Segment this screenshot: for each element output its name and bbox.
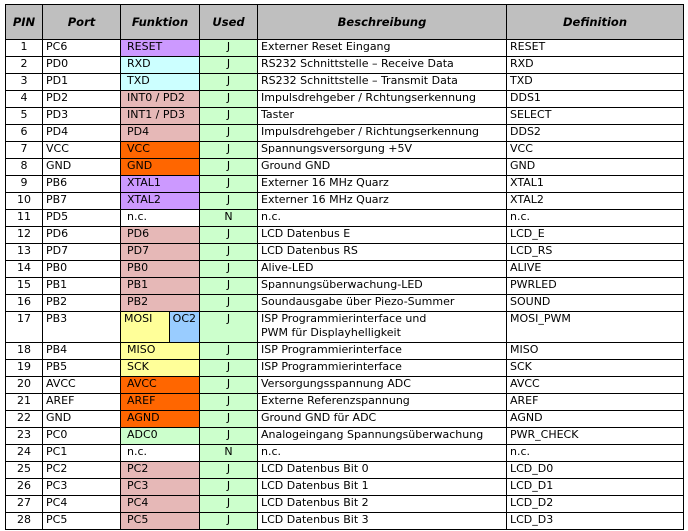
beschreibung-cell bbox=[258, 312, 507, 343]
beschreibung-cell bbox=[258, 295, 507, 312]
definition-cell: n.c. bbox=[507, 210, 684, 227]
funktion-cell bbox=[121, 57, 200, 74]
definition-cell: TXD bbox=[507, 74, 684, 91]
funktion-label: AREF bbox=[127, 394, 156, 407]
beschreibung-cell bbox=[258, 193, 507, 210]
table-row bbox=[6, 125, 684, 142]
funktion-cell bbox=[121, 142, 200, 159]
definition-cell: XTAL2 bbox=[507, 193, 684, 210]
funktion-cell bbox=[121, 428, 200, 445]
funktion-cell bbox=[121, 159, 200, 176]
pin-cell: 14 bbox=[6, 261, 43, 278]
port-cell: PC5 bbox=[43, 513, 121, 530]
header-port: Port bbox=[43, 5, 121, 40]
beschreibung-cell bbox=[258, 261, 507, 278]
pin-cell: 22 bbox=[6, 411, 43, 428]
funktion-cell bbox=[121, 278, 200, 295]
table-row bbox=[6, 108, 684, 125]
used-cell: J bbox=[200, 295, 258, 312]
funktion-cell bbox=[121, 462, 200, 479]
beschreibung-cell bbox=[258, 142, 507, 159]
pin-cell: 12 bbox=[6, 227, 43, 244]
funktion-cell bbox=[121, 210, 200, 227]
beschreibung-cell bbox=[258, 360, 507, 377]
funktion-cell bbox=[121, 445, 200, 462]
beschreibung-line: LCD Datenbus Bit 3 bbox=[261, 513, 369, 526]
port-cell: GND bbox=[43, 159, 121, 176]
pin-cell: 20 bbox=[6, 377, 43, 394]
beschreibung-cell bbox=[258, 513, 507, 530]
used-cell: J bbox=[200, 176, 258, 193]
beschreibung-line-2: PWM für Displayhelligkeit bbox=[261, 326, 401, 339]
beschreibung-line: LCD Datenbus Bit 2 bbox=[261, 496, 369, 509]
definition-cell: PWR_CHECK bbox=[507, 428, 684, 445]
beschreibung-cell bbox=[258, 40, 507, 57]
beschreibung-line: ISP Programmierinterface bbox=[261, 343, 402, 356]
port-cell: PC3 bbox=[43, 479, 121, 496]
funktion-cell bbox=[121, 377, 200, 394]
beschreibung-line: LCD Datenbus RS bbox=[261, 244, 358, 257]
port-cell: PB3 bbox=[43, 312, 121, 343]
beschreibung-line: Soundausgabe über Piezo-Summer bbox=[261, 295, 455, 308]
header-used: Used bbox=[200, 5, 258, 40]
port-cell: PD2 bbox=[43, 91, 121, 108]
beschreibung-line: Spannungsversorgung +5V bbox=[261, 142, 413, 155]
table-row bbox=[6, 176, 684, 193]
port-cell: PD1 bbox=[43, 74, 121, 91]
port-cell: PD4 bbox=[43, 125, 121, 142]
beschreibung-line: Ground GND für ADC bbox=[261, 411, 377, 424]
port-cell: PD5 bbox=[43, 210, 121, 227]
used-cell: J bbox=[200, 142, 258, 159]
table-row bbox=[6, 40, 684, 57]
port-cell: PC0 bbox=[43, 428, 121, 445]
port-cell: PD3 bbox=[43, 108, 121, 125]
pin-cell: 3 bbox=[6, 74, 43, 91]
beschreibung-cell bbox=[258, 428, 507, 445]
funktion-cell bbox=[121, 360, 200, 377]
beschreibung-line: Alive-LED bbox=[261, 261, 314, 274]
funktion-label: n.c. bbox=[127, 445, 148, 458]
table-row bbox=[6, 445, 684, 462]
definition-cell: n.c. bbox=[507, 445, 684, 462]
table-row bbox=[6, 428, 684, 445]
port-cell: PD7 bbox=[43, 244, 121, 261]
used-cell: J bbox=[200, 278, 258, 295]
beschreibung-cell bbox=[258, 278, 507, 295]
funktion-label: PB2 bbox=[127, 295, 149, 308]
beschreibung-cell bbox=[258, 394, 507, 411]
pin-cell: 21 bbox=[6, 394, 43, 411]
header-funktion: Funktion bbox=[121, 5, 200, 40]
funktion-cell bbox=[121, 227, 200, 244]
definition-cell: LCD_D2 bbox=[507, 496, 684, 513]
port-cell: VCC bbox=[43, 142, 121, 159]
port-cell: PB7 bbox=[43, 193, 121, 210]
beschreibung-line: Externer Reset Eingang bbox=[261, 40, 391, 53]
definition-cell: MOSI_PWM bbox=[507, 312, 684, 343]
beschreibung-cell bbox=[258, 74, 507, 91]
table-row bbox=[6, 377, 684, 394]
used-cell: J bbox=[200, 411, 258, 428]
pin-cell: 19 bbox=[6, 360, 43, 377]
beschreibung-line: Externer 16 MHz Quarz bbox=[261, 176, 389, 189]
beschreibung-cell bbox=[258, 244, 507, 261]
definition-cell: ALIVE bbox=[507, 261, 684, 278]
used-cell: J bbox=[200, 74, 258, 91]
beschreibung-line: Ground GND bbox=[261, 159, 331, 172]
definition-cell: LCD_RS bbox=[507, 244, 684, 261]
used-cell: J bbox=[200, 57, 258, 74]
funktion-cell bbox=[121, 176, 200, 193]
definition-cell: XTAL1 bbox=[507, 176, 684, 193]
definition-cell: SELECT bbox=[507, 108, 684, 125]
beschreibung-line: Taster bbox=[261, 108, 294, 121]
used-cell: J bbox=[200, 312, 258, 343]
beschreibung-cell bbox=[258, 91, 507, 108]
beschreibung-line: LCD Datenbus Bit 1 bbox=[261, 479, 369, 492]
pin-cell: 27 bbox=[6, 496, 43, 513]
port-cell: AREF bbox=[43, 394, 121, 411]
pin-cell: 17 bbox=[6, 312, 43, 343]
beschreibung-line: RS232 Schnittstelle – Transmit Data bbox=[261, 74, 458, 87]
beschreibung-cell bbox=[258, 479, 507, 496]
definition-cell: RXD bbox=[507, 57, 684, 74]
beschreibung-line: RS232 Schnittstelle – Receive Data bbox=[261, 57, 454, 70]
used-cell: N bbox=[200, 210, 258, 227]
definition-cell: GND bbox=[507, 159, 684, 176]
table-row bbox=[6, 159, 684, 176]
table-row bbox=[6, 57, 684, 74]
pin-cell: 9 bbox=[6, 176, 43, 193]
pin-cell: 16 bbox=[6, 295, 43, 312]
beschreibung-cell bbox=[258, 57, 507, 74]
used-cell: J bbox=[200, 360, 258, 377]
table-row bbox=[6, 295, 684, 312]
funktion-cell bbox=[121, 394, 200, 411]
definition-cell: PWRLED bbox=[507, 278, 684, 295]
header-pin: PIN bbox=[6, 5, 43, 40]
used-cell: J bbox=[200, 159, 258, 176]
beschreibung-line: LCD Datenbus E bbox=[261, 227, 351, 240]
table-row bbox=[6, 278, 684, 295]
funktion-cell bbox=[121, 244, 200, 261]
funktion-label: SCK bbox=[127, 360, 149, 373]
funktion-split bbox=[121, 312, 199, 342]
port-cell: AVCC bbox=[43, 377, 121, 394]
funktion-cell bbox=[121, 108, 200, 125]
pin-cell: 7 bbox=[6, 142, 43, 159]
table-row bbox=[6, 193, 684, 210]
port-cell: PB6 bbox=[43, 176, 121, 193]
port-cell: PC4 bbox=[43, 496, 121, 513]
funktion-label: PD6 bbox=[127, 227, 150, 240]
port-cell: GND bbox=[43, 411, 121, 428]
beschreibung-line: ISP Programmierinterface und bbox=[261, 312, 427, 325]
funktion-label: PD4 bbox=[127, 125, 150, 138]
pin-cell: 28 bbox=[6, 513, 43, 530]
beschreibung-cell bbox=[258, 411, 507, 428]
used-cell: J bbox=[200, 227, 258, 244]
definition-cell: AVCC bbox=[507, 377, 684, 394]
port-cell: PC6 bbox=[43, 40, 121, 57]
funktion-cell bbox=[121, 496, 200, 513]
funktion-cell bbox=[121, 479, 200, 496]
table-row bbox=[6, 142, 684, 159]
port-cell: PB1 bbox=[43, 278, 121, 295]
port-cell: PB5 bbox=[43, 360, 121, 377]
used-cell: J bbox=[200, 108, 258, 125]
port-cell: PB4 bbox=[43, 343, 121, 360]
table-row bbox=[6, 394, 684, 411]
beschreibung-cell bbox=[258, 377, 507, 394]
table-row bbox=[6, 462, 684, 479]
funktion-label: INT1 / PD3 bbox=[127, 108, 185, 121]
table-row bbox=[6, 513, 684, 530]
used-cell: J bbox=[200, 244, 258, 261]
definition-cell: DDS1 bbox=[507, 91, 684, 108]
pin-cell: 5 bbox=[6, 108, 43, 125]
definition-cell: RESET bbox=[507, 40, 684, 57]
port-cell: PD0 bbox=[43, 57, 121, 74]
beschreibung-line: Externer 16 MHz Quarz bbox=[261, 193, 389, 206]
funktion-label: AGND bbox=[127, 411, 160, 424]
port-cell: PB0 bbox=[43, 261, 121, 278]
pin-cell: 2 bbox=[6, 57, 43, 74]
beschreibung-cell bbox=[258, 343, 507, 360]
pin-cell: 13 bbox=[6, 244, 43, 261]
definition-cell: SOUND bbox=[507, 295, 684, 312]
beschreibung-line: Impulsdrehgeber / Rchtungserkennung bbox=[261, 91, 476, 104]
beschreibung-cell bbox=[258, 462, 507, 479]
used-cell: J bbox=[200, 125, 258, 142]
funktion-primary: MOSI bbox=[121, 312, 170, 342]
funktion-label: PC5 bbox=[127, 513, 149, 526]
beschreibung-line: Spannungsüberwachung-LED bbox=[261, 278, 423, 291]
used-cell: J bbox=[200, 343, 258, 360]
pin-table-wrapper bbox=[5, 4, 684, 530]
beschreibung-cell bbox=[258, 125, 507, 142]
port-cell: PC2 bbox=[43, 462, 121, 479]
funktion-label: VCC bbox=[127, 142, 150, 155]
beschreibung-line: Externe Referenzspannung bbox=[261, 394, 410, 407]
funktion-cell bbox=[121, 125, 200, 142]
funktion-cell bbox=[121, 343, 200, 360]
beschreibung-cell bbox=[258, 108, 507, 125]
beschreibung-line: Impulsdrehgeber / Richtungserkennung bbox=[261, 125, 480, 138]
funktion-label: XTAL1 bbox=[127, 176, 161, 189]
used-cell: J bbox=[200, 428, 258, 445]
definition-cell: LCD_D1 bbox=[507, 479, 684, 496]
funktion-cell bbox=[121, 40, 200, 57]
pin-cell: 24 bbox=[6, 445, 43, 462]
funktion-label: PC3 bbox=[127, 479, 149, 492]
funktion-label: n.c. bbox=[127, 210, 148, 223]
table-row bbox=[6, 496, 684, 513]
used-cell: N bbox=[200, 445, 258, 462]
pin-cell: 10 bbox=[6, 193, 43, 210]
table-row bbox=[6, 91, 684, 108]
funktion-label: RXD bbox=[127, 57, 151, 70]
funktion-cell bbox=[121, 295, 200, 312]
pin-cell: 8 bbox=[6, 159, 43, 176]
pin-cell: 1 bbox=[6, 40, 43, 57]
funktion-label: TXD bbox=[127, 74, 150, 87]
beschreibung-line: LCD Datenbus Bit 0 bbox=[261, 462, 369, 475]
used-cell: J bbox=[200, 462, 258, 479]
table-row bbox=[6, 312, 684, 343]
beschreibung-line: Versorgungsspannung ADC bbox=[261, 377, 411, 390]
used-cell: J bbox=[200, 479, 258, 496]
table-row bbox=[6, 261, 684, 278]
definition-cell: VCC bbox=[507, 142, 684, 159]
funktion-label: INT0 / PD2 bbox=[127, 91, 185, 104]
pin-cell: 15 bbox=[6, 278, 43, 295]
table-row bbox=[6, 244, 684, 261]
funktion-label: PC2 bbox=[127, 462, 149, 475]
definition-cell: LCD_D0 bbox=[507, 462, 684, 479]
beschreibung-line: n.c. bbox=[261, 445, 282, 458]
pin-cell: 26 bbox=[6, 479, 43, 496]
beschreibung-line: n.c. bbox=[261, 210, 282, 223]
funktion-cell bbox=[121, 513, 200, 530]
pin-cell: 23 bbox=[6, 428, 43, 445]
funktion-cell bbox=[121, 193, 200, 210]
table-header-row bbox=[6, 5, 684, 40]
header-definition: Definition bbox=[507, 5, 684, 40]
definition-cell: SCK bbox=[507, 360, 684, 377]
used-cell: J bbox=[200, 40, 258, 57]
funktion-label: PB0 bbox=[127, 261, 149, 274]
funktion-cell bbox=[121, 261, 200, 278]
funktion-cell bbox=[121, 312, 200, 343]
funktion-label: PB1 bbox=[127, 278, 149, 291]
beschreibung-line: ISP Programmierinterface bbox=[261, 360, 402, 373]
used-cell: J bbox=[200, 261, 258, 278]
funktion-label: PD7 bbox=[127, 244, 150, 257]
definition-cell: LCD_D3 bbox=[507, 513, 684, 530]
port-cell: PD6 bbox=[43, 227, 121, 244]
funktion-label: ADC0 bbox=[127, 428, 158, 441]
beschreibung-cell bbox=[258, 445, 507, 462]
port-cell: PB2 bbox=[43, 295, 121, 312]
definition-cell: AREF bbox=[507, 394, 684, 411]
funktion-cell bbox=[121, 91, 200, 108]
table-row bbox=[6, 74, 684, 91]
used-cell: J bbox=[200, 377, 258, 394]
beschreibung-cell bbox=[258, 227, 507, 244]
beschreibung-cell bbox=[258, 496, 507, 513]
pin-assignment-table bbox=[5, 4, 684, 530]
header-beschreibung: Beschreibung bbox=[258, 5, 507, 40]
used-cell: J bbox=[200, 513, 258, 530]
funktion-cell bbox=[121, 74, 200, 91]
funktion-label: GND bbox=[127, 159, 153, 172]
used-cell: J bbox=[200, 91, 258, 108]
pin-cell: 11 bbox=[6, 210, 43, 227]
beschreibung-line: Analogeingang Spannungsüberwachung bbox=[261, 428, 484, 441]
beschreibung-cell bbox=[258, 210, 507, 227]
pin-cell: 25 bbox=[6, 462, 43, 479]
table-row bbox=[6, 343, 684, 360]
definition-cell: LCD_E bbox=[507, 227, 684, 244]
funktion-secondary: OC2 bbox=[170, 312, 199, 342]
pin-cell: 6 bbox=[6, 125, 43, 142]
used-cell: J bbox=[200, 394, 258, 411]
beschreibung-cell bbox=[258, 176, 507, 193]
funktion-label: PC4 bbox=[127, 496, 149, 509]
funktion-label: AVCC bbox=[127, 377, 157, 390]
funktion-label: XTAL2 bbox=[127, 193, 161, 206]
funktion-label: MISO bbox=[127, 343, 156, 356]
definition-cell: DDS2 bbox=[507, 125, 684, 142]
port-cell: PC1 bbox=[43, 445, 121, 462]
table-row bbox=[6, 210, 684, 227]
used-cell: J bbox=[200, 193, 258, 210]
funktion-label: RESET bbox=[127, 40, 163, 53]
definition-cell: MISO bbox=[507, 343, 684, 360]
pin-cell: 18 bbox=[6, 343, 43, 360]
table-row bbox=[6, 360, 684, 377]
funktion-cell bbox=[121, 411, 200, 428]
table-row bbox=[6, 411, 684, 428]
pin-cell: 4 bbox=[6, 91, 43, 108]
definition-cell: AGND bbox=[507, 411, 684, 428]
beschreibung-cell bbox=[258, 159, 507, 176]
used-cell: J bbox=[200, 496, 258, 513]
table-row bbox=[6, 479, 684, 496]
table-row bbox=[6, 227, 684, 244]
